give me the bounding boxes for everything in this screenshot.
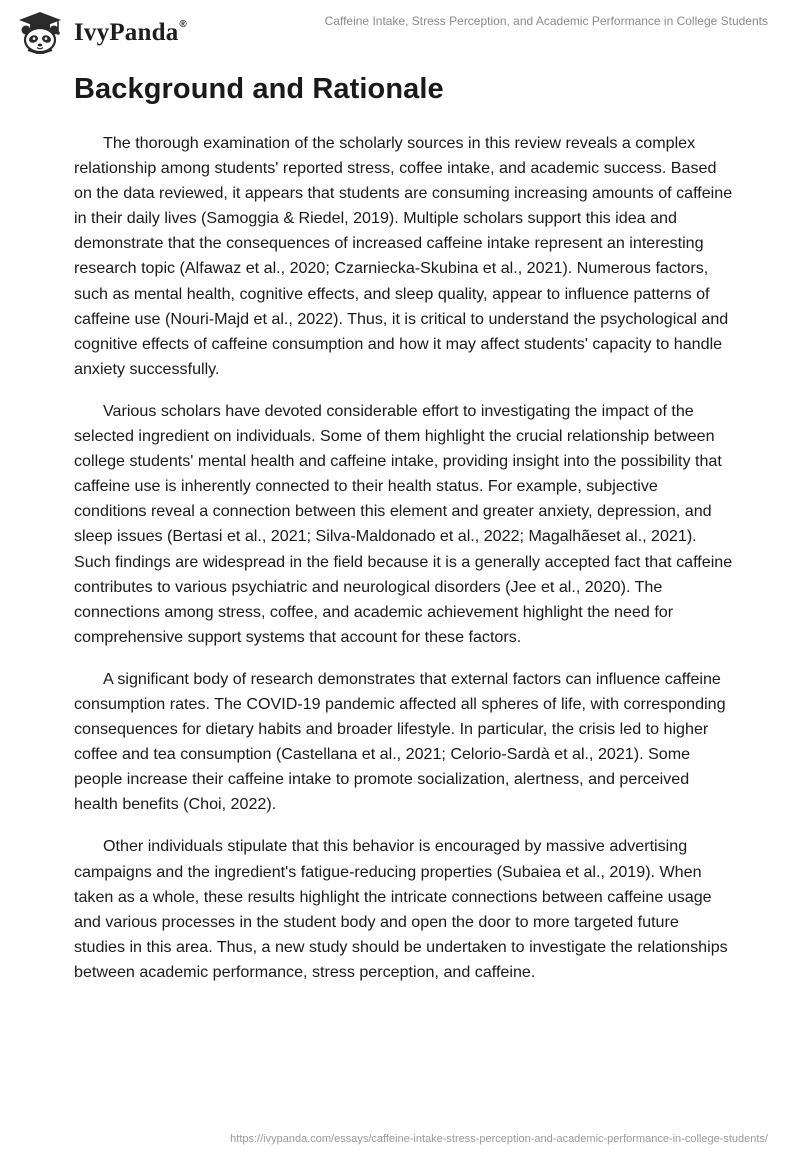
paragraph: Other individuals stipulate that this behavior is encouraged by massive advertising campaigns and the ingredient's fatigue-reducing properties (Subaiea et al., 2019). When taken as a whole, these results highlight the intricate connections between caffeine usage and various processes in the student body and open the door to more targeted future studies in this area. Thus, a new study should be undertaken to investigate the relationships between academic performance, stress perception, and caffeine. bbox=[74, 837, 728, 981]
source-url: https://ivypanda.com/essays/caffeine-intake-stress-perception-and-academic-performance-in-college-students/ bbox=[230, 1133, 768, 1145]
logo-wordmark bbox=[74, 19, 187, 47]
paragraph: The thorough examination of the scholarly sources in this review reveals a complex relationship among students' reported stress, coffee intake, and academic success. Based on the data reviewed, it appears that students are consuming increasing amounts of caffeine in their daily lives (Samoggia & Riedel, 2019). Multiple scholars support this idea and demonstrate that the consequences of increased caffeine intake represent an interesting research topic (Alfawaz et al., 2020; Czarniecka-Skubina et al., 2021). Numerous factors, such as mental health, cognitive effects, and sleep quality, appear to influence patterns of caffeine use (Nouri-Majd et al., 2022). Thus, it is critical to understand the psychological and cognitive effects of caffeine consumption and how it may affect students' capacity to handle anxiety successfully. bbox=[74, 134, 733, 378]
paragraph: Various scholars have devoted considerable effort to investigating the impact of the selected ingredient on individuals. Some of them highlight the crucial relationship between college students' mental health and caffeine intake, providing insight into the possibility that caffeine use is inherently connected to their health status. For example, subjective conditions reveal a connection between this element and greater anxiety, depression, and sleep issues (Bertasi et al., 2021; Silva-Maldonado et al., 2022; Magalhãeset al., 2021). Such findings are widespread in the field because it is a generally accepted fact that caffeine contributes to various psychiatric and neurological disorders (Jee et al., 2020). The connections among stress, coffee, and academic achievement highlight the need for comprehensive support systems that account for these factors. bbox=[74, 401, 733, 646]
section-heading: Background and Rationale bbox=[74, 73, 444, 105]
panda-logo-icon bbox=[14, 10, 66, 54]
logo-registered-mark: ® bbox=[179, 18, 187, 30]
section-body bbox=[74, 131, 734, 1002]
paragraph: A significant body of research demonstrates that external factors can influence caffeine consumption rates. The COVID-19 pandemic affected all spheres of life, with corresponding consequences for dietary habits and broader lifestyle. In particular, the crisis led to higher coffee and tea consumption (Castellana et al., 2021; Celorio-Sardà et al., 2021). Some people increase their caffeine intake to promote socialization, alertness, and perceived health benefits (Choi, 2022). bbox=[74, 669, 726, 814]
site-logo[interactable] bbox=[14, 10, 187, 54]
logo-name: IvyPanda bbox=[74, 19, 179, 46]
running-title: Caffeine Intake, Stress Perception, and Academic Performance in College Students bbox=[324, 14, 768, 28]
